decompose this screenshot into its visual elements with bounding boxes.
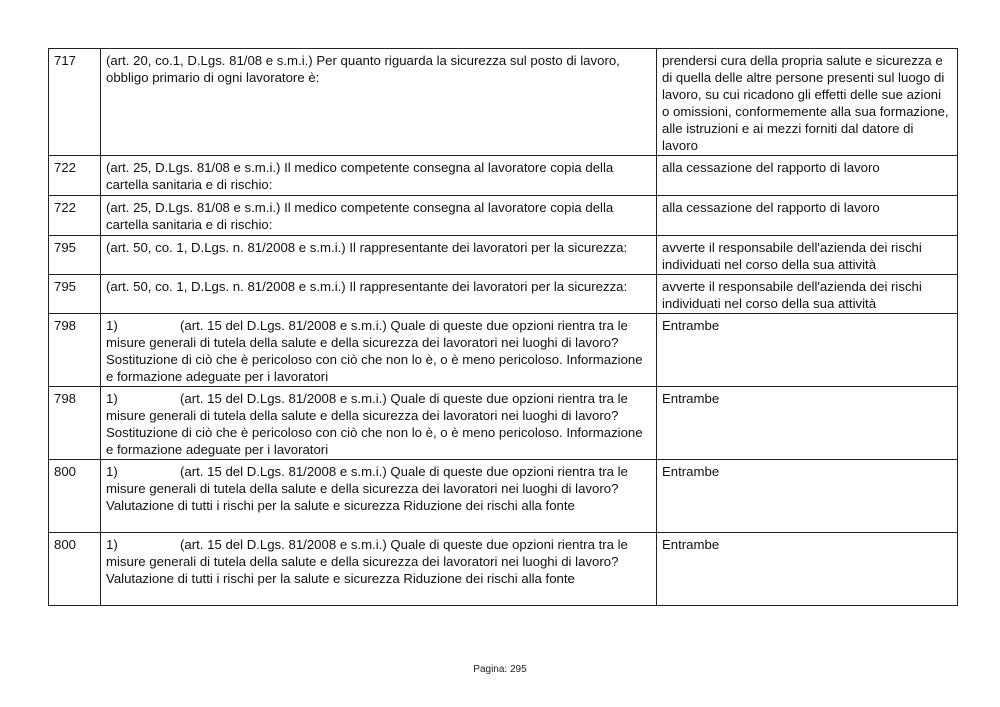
question-body: (art. 15 del D.Lgs. 81/2008 e s.m.i.) Quale di queste due opzioni rientra tra le misure generali di tutela della salute e della sicurezza dei lavoratori nei luoghi di lavoro? Sostituzione di ciò che è pericoloso con ciò che non lo è, o è meno pericoloso. Informazione e formazione adeguate per i lavoratori — [106, 318, 643, 384]
question-text — [101, 387, 657, 460]
question-text — [101, 49, 657, 156]
table-row — [49, 387, 958, 460]
answer-text: Entrambe — [657, 533, 958, 606]
answer-text: Entrambe — [657, 387, 958, 460]
table-row — [49, 49, 958, 156]
table-row — [49, 196, 958, 236]
question-number: 798 — [49, 314, 101, 387]
question-body: (art. 50, co. 1, D.Lgs. n. 81/2008 e s.m.i.) Il rappresentante dei lavoratori per la sicurezza: — [106, 279, 628, 294]
question-text — [101, 196, 657, 236]
table-row — [49, 156, 958, 196]
answer-text: avverte il responsabile dell'azienda dei rischi individuati nel corso della sua attività — [657, 275, 958, 314]
page-number: Pagina: 295 — [473, 664, 527, 675]
question-number: 717 — [49, 49, 101, 156]
question-prefix: 1) — [106, 391, 118, 406]
question-body: (art. 20, co.1, D.Lgs. 81/08 e s.m.i.) Per quanto riguarda la sicurezza sul posto di lavoro, obbligo primario di ogni lavoratore è: — [106, 53, 620, 85]
question-body: (art. 50, co. 1, D.Lgs. n. 81/2008 e s.m.i.) Il rappresentante dei lavoratori per la sicurezza: — [106, 240, 628, 255]
answer-text: avverte il responsabile dell'azienda dei rischi individuati nel corso della sua attività — [657, 236, 958, 275]
question-number: 800 — [49, 460, 101, 533]
question-text — [101, 236, 657, 275]
table-row — [49, 460, 958, 533]
question-body: (art. 25, D.Lgs. 81/08 e s.m.i.) Il medico competente consegna al lavoratore copia della cartella sanitaria e di rischio: — [106, 160, 614, 192]
question-body: (art. 15 del D.Lgs. 81/2008 e s.m.i.) Quale di queste due opzioni rientra tra le misure generali di tutela della salute e della sicurezza dei lavoratori nei luoghi di lavoro? Valutazione di tutti i rischi per la salute e sicurezza Riduzione dei rischi alla fonte — [106, 464, 628, 513]
question-text — [101, 156, 657, 196]
question-number: 795 — [49, 236, 101, 275]
table-row — [49, 236, 958, 275]
question-number: 798 — [49, 387, 101, 460]
question-text — [101, 314, 657, 387]
question-number: 722 — [49, 156, 101, 196]
question-body: (art. 15 del D.Lgs. 81/2008 e s.m.i.) Quale di queste due opzioni rientra tra le misure generali di tutela della salute e della sicurezza dei lavoratori nei luoghi di lavoro? Valutazione di tutti i rischi per la salute e sicurezza Riduzione dei rischi alla fonte — [106, 537, 628, 586]
answer-text: alla cessazione del rapporto di lavoro — [657, 156, 958, 196]
question-body: (art. 15 del D.Lgs. 81/2008 e s.m.i.) Quale di queste due opzioni rientra tra le misure generali di tutela della salute e della sicurezza dei lavoratori nei luoghi di lavoro? Sostituzione di ciò che è pericoloso con ciò che non lo è, o è meno pericoloso. Informazione e formazione adeguate per i lavoratori — [106, 391, 643, 457]
question-number: 722 — [49, 196, 101, 236]
question-text — [101, 460, 657, 533]
table-row — [49, 314, 958, 387]
question-text — [101, 275, 657, 314]
answer-text: Entrambe — [657, 314, 958, 387]
answer-text: alla cessazione del rapporto di lavoro — [657, 196, 958, 236]
answer-text: Entrambe — [657, 460, 958, 533]
questions-table-body — [49, 49, 958, 606]
question-prefix: 1) — [106, 318, 118, 333]
question-number: 795 — [49, 275, 101, 314]
question-prefix: 1) — [106, 464, 118, 479]
table-row — [49, 533, 958, 606]
question-text — [101, 533, 657, 606]
table-row — [49, 275, 958, 314]
questions-table — [48, 48, 958, 606]
question-number: 800 — [49, 533, 101, 606]
question-body: (art. 25, D.Lgs. 81/08 e s.m.i.) Il medico competente consegna al lavoratore copia della cartella sanitaria e di rischio: — [106, 200, 614, 232]
answer-text: prendersi cura della propria salute e sicurezza e di quella delle altre persone presenti sul luogo di lavoro, su cui ricadono gli effetti delle sue azioni o omissioni, conformemente alla sua formazione, alle istruzioni e ai mezzi forniti dal datore di lavoro — [657, 49, 958, 156]
question-prefix: 1) — [106, 537, 118, 552]
